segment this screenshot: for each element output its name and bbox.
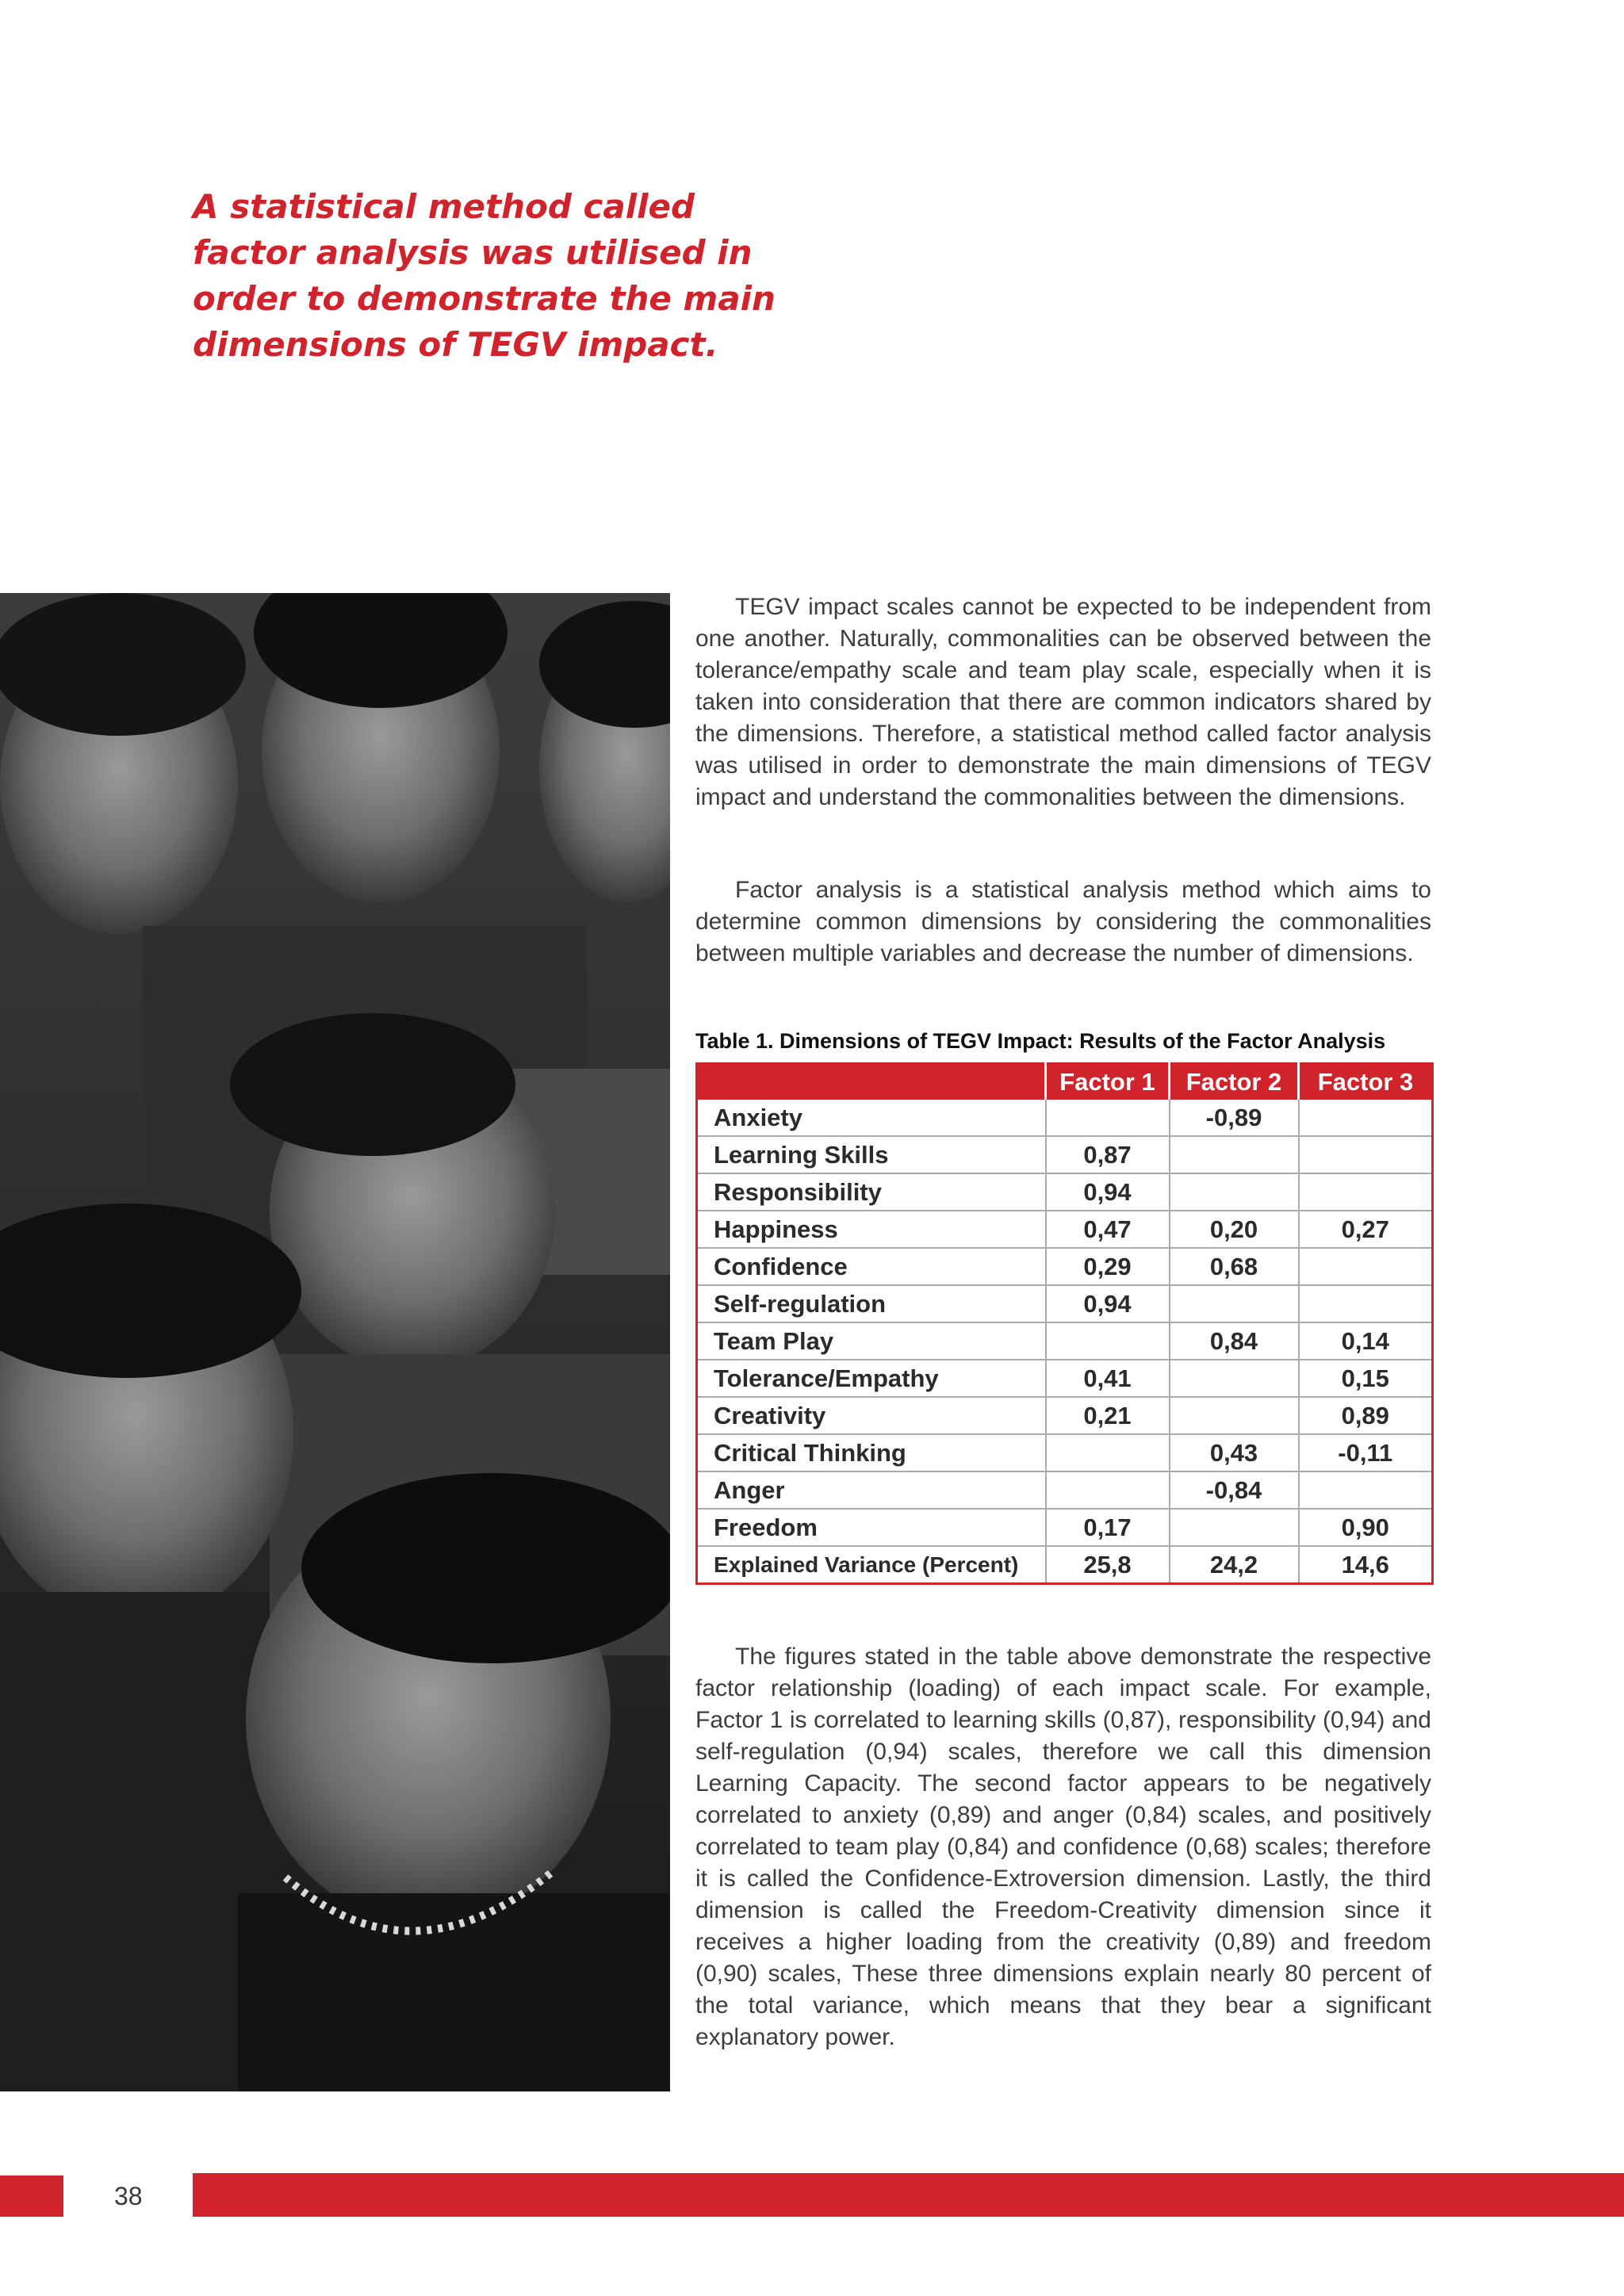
row-label: Confidence (697, 1248, 1046, 1285)
row-label: Freedom (697, 1509, 1046, 1546)
paragraph-text: Factor analysis is a statistical analysis method which aims to determine common dimensions by considering the commonalities between multiple variables and decrease the number of dimensions. (695, 877, 1431, 966)
factor-3-value: 0,89 (1299, 1397, 1433, 1434)
table-row (697, 1471, 1433, 1509)
pull-quote-line: A statistical method called (193, 187, 695, 226)
factor-3-value (1299, 1173, 1433, 1211)
table-row (697, 1211, 1433, 1248)
table-row (697, 1173, 1433, 1211)
row-label: Self-regulation (697, 1285, 1046, 1322)
factor-2-value: 0,84 (1170, 1322, 1299, 1360)
header-cell: Factor 3 (1299, 1064, 1433, 1100)
factor-2-value: 0,43 (1170, 1434, 1299, 1471)
factor-2-value (1170, 1360, 1299, 1397)
table-row (697, 1360, 1433, 1397)
table-header-row (697, 1064, 1433, 1100)
table-row (697, 1285, 1433, 1322)
header-cell: Factor 2 (1170, 1064, 1299, 1100)
factor-2-value (1170, 1285, 1299, 1322)
factor-3-value: 0,27 (1299, 1211, 1433, 1248)
pull-quote-line: dimensions of TEGV impact. (193, 325, 718, 364)
factor-1-value: 0,17 (1046, 1509, 1170, 1546)
table-row (697, 1509, 1433, 1546)
body-paragraph-2 (695, 874, 1431, 970)
pull-quote (193, 184, 776, 368)
header-cell (697, 1064, 1046, 1100)
factor-2-value (1170, 1136, 1299, 1173)
factor-3-value (1299, 1136, 1433, 1173)
factor-1-value (1046, 1100, 1170, 1136)
factor-analysis-table (695, 1062, 1434, 1585)
factor-3-value: 0,15 (1299, 1360, 1433, 1397)
table-row (697, 1100, 1433, 1136)
factor-3-value (1299, 1471, 1433, 1509)
paragraph-text: TEGV impact scales cannot be expected to be independent from one another. Naturally, commonalities can be observed between the tolerance/empathy scale and team play scale, especially when it is taken into consideration that there are common indicators shared by the dimensions. Therefore, a statistical method called factor analysis was utilised in order to demonstrate the main dimensions of TEGV impact and understand the commonalities between the dimensions. (695, 594, 1431, 810)
header-cell: Factor 1 (1046, 1064, 1170, 1100)
table-row (697, 1322, 1433, 1360)
table-row (697, 1248, 1433, 1285)
factor-1-value: 0,21 (1046, 1397, 1170, 1434)
row-label: Anxiety (697, 1100, 1046, 1136)
row-label: Happiness (697, 1211, 1046, 1248)
factor-1-value: 0,47 (1046, 1211, 1170, 1248)
table-row (697, 1136, 1433, 1173)
factor-3-value: 0,14 (1299, 1322, 1433, 1360)
factor-3-value: -0,11 (1299, 1434, 1433, 1471)
factor-1-value: 0,41 (1046, 1360, 1170, 1397)
table-row-total (697, 1546, 1433, 1584)
row-label: Learning Skills (697, 1136, 1046, 1173)
factor-3-value: 14,6 (1299, 1546, 1433, 1584)
row-label: Tolerance/Empathy (697, 1360, 1046, 1397)
factor-2-value: -0,84 (1170, 1471, 1299, 1509)
factor-3-value (1299, 1285, 1433, 1322)
pull-quote-line: order to demonstrate the main (193, 279, 776, 318)
page-number: 38 (114, 2182, 143, 2210)
factor-2-value: 0,68 (1170, 1248, 1299, 1285)
factor-1-value: 0,94 (1046, 1285, 1170, 1322)
photo-illustration (0, 593, 670, 2091)
row-label: Critical Thinking (697, 1434, 1046, 1471)
group-photo (0, 593, 670, 2091)
body-paragraph-1 (695, 591, 1431, 813)
footer-accent-block (0, 2175, 63, 2217)
factor-1-value (1046, 1434, 1170, 1471)
table-caption: Table 1. Dimensions of TEGV Impact: Results of the Factor Analysis (695, 1029, 1386, 1053)
footer-bar (193, 2173, 1624, 2217)
row-label: Responsibility (697, 1173, 1046, 1211)
factor-1-value: 0,94 (1046, 1173, 1170, 1211)
factor-2-value (1170, 1173, 1299, 1211)
factor-3-value (1299, 1100, 1433, 1136)
paragraph-text: The figures stated in the table above demonstrate the respective factor relationship (loading) of each impact scale. For example, Factor 1 is correlated to learning skills (0,87), responsibility (0,94) and self-regulation (0,94) scales, therefore we call this dimension Learning Capacity. The second factor appears to be negatively correlated to anxiety (0,89) and anger (0,84) scales, and positively correlated to team play (0,84) and confidence (0,68) scales; therefore it is called the Confidence-Extroversion dimension. Lastly, the third dimension is called the Freedom-Creativity dimension since it receives a higher loading from the creativity (0,89) and freedom (0,90) scales, These three dimensions explain nearly 80 percent of the total variance, which means that they bear a significant explanatory power. (695, 1644, 1431, 2050)
factor-1-value (1046, 1322, 1170, 1360)
row-label: Team Play (697, 1322, 1046, 1360)
body-paragraph-3 (695, 1641, 1431, 2053)
factor-2-value: -0,89 (1170, 1100, 1299, 1136)
factor-2-value (1170, 1509, 1299, 1546)
row-label: Explained Variance (Percent) (714, 1552, 1019, 1577)
factor-2-value: 24,2 (1170, 1546, 1299, 1584)
table-row (697, 1434, 1433, 1471)
pull-quote-line: factor analysis was utilised in (193, 233, 753, 272)
factor-3-value: 0,90 (1299, 1509, 1433, 1546)
factor-1-value: 0,87 (1046, 1136, 1170, 1173)
table-row (697, 1397, 1433, 1434)
factor-3-value (1299, 1248, 1433, 1285)
row-label: Creativity (697, 1397, 1046, 1434)
row-label: Anger (697, 1471, 1046, 1509)
factor-2-value: 0,20 (1170, 1211, 1299, 1248)
factor-1-value: 0,29 (1046, 1248, 1170, 1285)
factor-1-value (1046, 1471, 1170, 1509)
factor-2-value (1170, 1397, 1299, 1434)
factor-1-value: 25,8 (1046, 1546, 1170, 1584)
